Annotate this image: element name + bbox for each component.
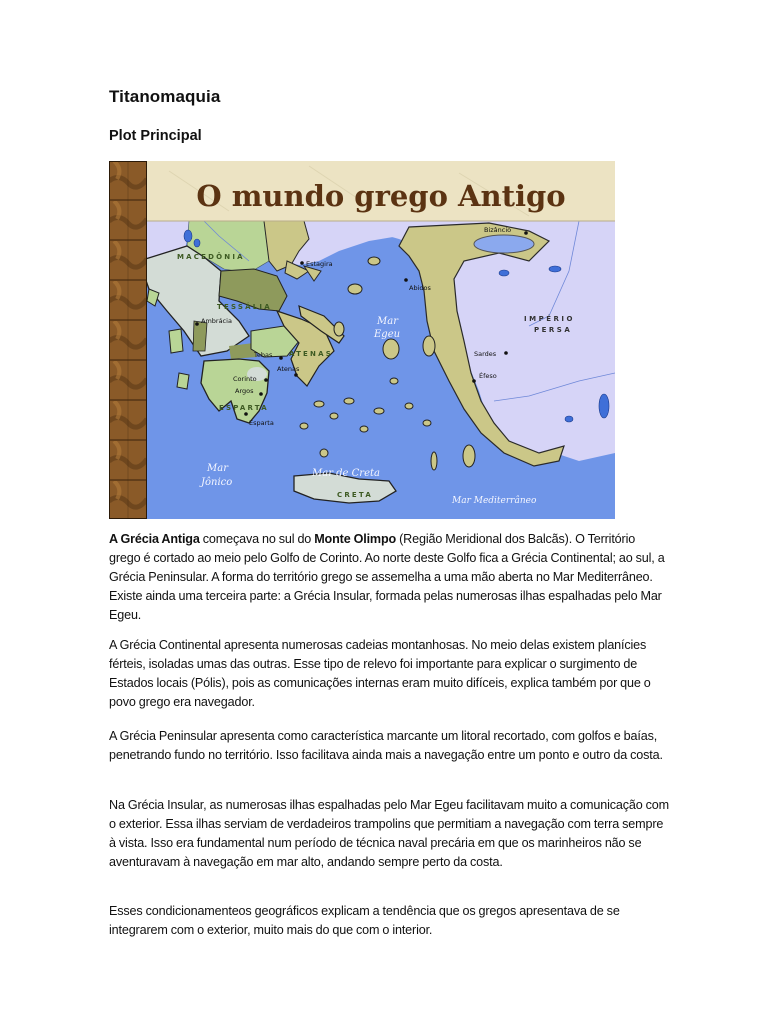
- sea-label-mediterraneo: Mar Mediterrâneo: [452, 496, 537, 506]
- sea-label-jonico-2: Jônico: [201, 477, 233, 488]
- paragraph-4: Na Grécia Insular, as numerosas ilhas espalhadas pelo Mar Egeu facilitavam muito a comunicação com o exterior. Essa ilhas serviam de verdadeiros trampolins que permitiam a navegação com terra sempre à vista. Isso era fundamental num período de técnica naval precária em que os marinheiros não se aventuravam à navegação em mar alto, andando sempre perto da costa.: [109, 798, 669, 869]
- sea-label-egeu-1: Mar: [377, 316, 398, 327]
- city-efeso: Éfeso: [479, 372, 497, 380]
- city-argos: Argos: [235, 387, 254, 395]
- paragraph-1: [109, 530, 669, 625]
- document-title: Titanomaquia: [109, 87, 221, 106]
- paragraph-5: Esses condicionamenteos geográficos explicam a tendência que os gregos apresentava de se integrarem com o exterior, muito mais do que com o interior.: [109, 904, 620, 937]
- ancient-greece-map-image: [109, 161, 615, 519]
- city-bizancio: Bizâncio: [484, 226, 512, 234]
- label-imperio: IMPÉRIO: [524, 315, 575, 323]
- label-atenas-region: ATENAS: [289, 350, 333, 358]
- city-atenas: Atenas: [277, 365, 300, 373]
- paragraph-2: A Grécia Continental apresenta numerosas cadeias montanhosas. No meio delas existem planícies férteis, isoladas umas das outras. Esse tipo de relevo foi importante para explicar o surgimento de Estados locais (Pólis), pois as comunicações internas eram muito difíceis, explica também por que o povo grego era navegador.: [109, 638, 651, 709]
- paragraph-1-text-b: (Região Meridional dos Balcãs). O Território grego é cortado ao meio pelo Golfo de Corinto. Ao norte deste Golfo fica a Grécia Continental; ao sul, a Grécia Peninsular. A forma do território grego se assemelha a uma mão aberta no Mar Mediterrâneo. Existe ainda uma terceira parte: a Grécia Insular, formada pelas numerosas ilhas espalhadas pelo Mar Egeu.: [109, 532, 665, 622]
- label-esparta-region: ESPARTA: [219, 404, 269, 412]
- map-title: O mundo grego Antigo: [196, 179, 566, 213]
- city-ambracia: Ambrácia: [201, 317, 232, 325]
- sea-label-egeu-2: Egeu: [374, 329, 401, 340]
- city-tebas: Tebas: [254, 351, 273, 359]
- paragraph-1-text-a: começava no sul do: [199, 532, 315, 546]
- section-heading: Plot Principal: [109, 128, 202, 144]
- paragraph-3: A Grécia Peninsular apresenta como característica marcante um litoral recortado, com golfos e baías, penetrando fundo no território. Isso facilitava ainda mais a navegação entre um ponto e outro da costa.: [109, 729, 663, 762]
- paragraph-1-bold-greece: A Grécia Antiga: [109, 532, 200, 546]
- city-estagira: Estagira: [306, 260, 333, 268]
- label-macedonia: MACEDÔNIA: [177, 253, 245, 261]
- map-left-border: [109, 161, 147, 519]
- label-persa: PERSA: [534, 326, 573, 334]
- paragraph-1-bold-olympus: Monte Olimpo: [314, 532, 397, 546]
- city-corinto: Corinto: [233, 375, 257, 383]
- sea-label-jonico-1: Mar: [207, 463, 228, 474]
- sea-label-creta: Mar de Creta: [312, 468, 380, 479]
- city-esparta: Esparta: [249, 419, 274, 427]
- label-tessalia: TESSÁLIA: [217, 303, 272, 311]
- label-creta: CRETA: [337, 491, 373, 499]
- city-abidos: Abidos: [409, 284, 431, 292]
- city-sardes: Sardes: [474, 350, 497, 358]
